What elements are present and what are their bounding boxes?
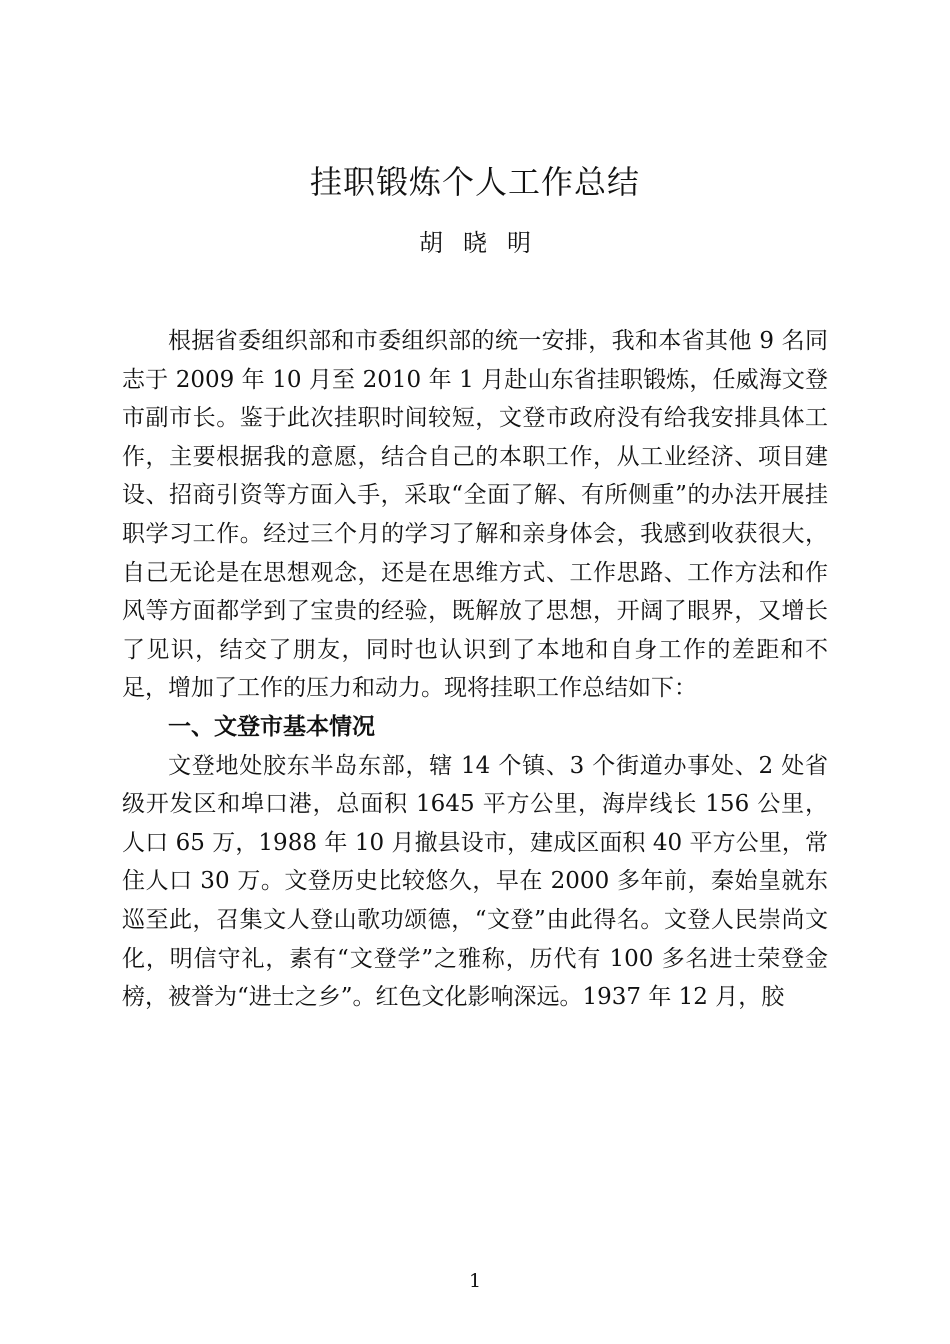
section-heading: 一、文登市基本情况: [168, 713, 375, 740]
document-body: [122, 322, 828, 1017]
document-title: 挂职锻炼个人工作总结: [309, 163, 640, 201]
section-paragraph: 文登地处胶东半岛东部，辖 14 个镇、3 个街道办事处、2 处省级开发区和埠口港，总面积 1645 平方公里，海岸线长 156 公里，人口 65 万，1988 年 10 月撤县设市，建成区面积 40 平方公里，常住人口 30 万。文登历史比较悠久，早在 2000 多年前，秦始皇就东巡至此，召集文人登山歌功颂德，“文登”由此得名。文登人民崇尚文化，明信守礼，素有“文登学”之雅称，历代有 100 多名进士荣登金榜，被誉为“进士之乡”。红色文化影响深远。1937 年 12 月，胶: [122, 752, 828, 1011]
page-number: 1: [468, 1270, 482, 1292]
intro-paragraph: 根据省委组织部和市委组织部的统一安排，我和本省其他 9 名同志于 2009 年 10 月至 2010 年 1 月赴山东省挂职锻炼，任威海文登市副市长。鉴于此次挂职时间较短，文登市政府没有给我安排具体工作，主要根据我的意愿，结合自己的本职工作，从工业经济、项目建设、招商引资等方面入手，采取“全面了解、有所侧重”的办法开展挂职学习工作。经过三个月的学习了解和亲身体会，我感到收获很大，自己无论是在思想观念，还是在思维方式、工作思路、工作方法和作风等方面都学到了宝贵的经验，既解放了思想，开阔了眼界，又增长了见识，结交了朋友，同时也认识到了本地和自身工作的差距和不足，增加了工作的压力和动力。现将挂职工作总结如下：: [122, 328, 828, 702]
document-author: 胡晓明: [419, 229, 551, 257]
